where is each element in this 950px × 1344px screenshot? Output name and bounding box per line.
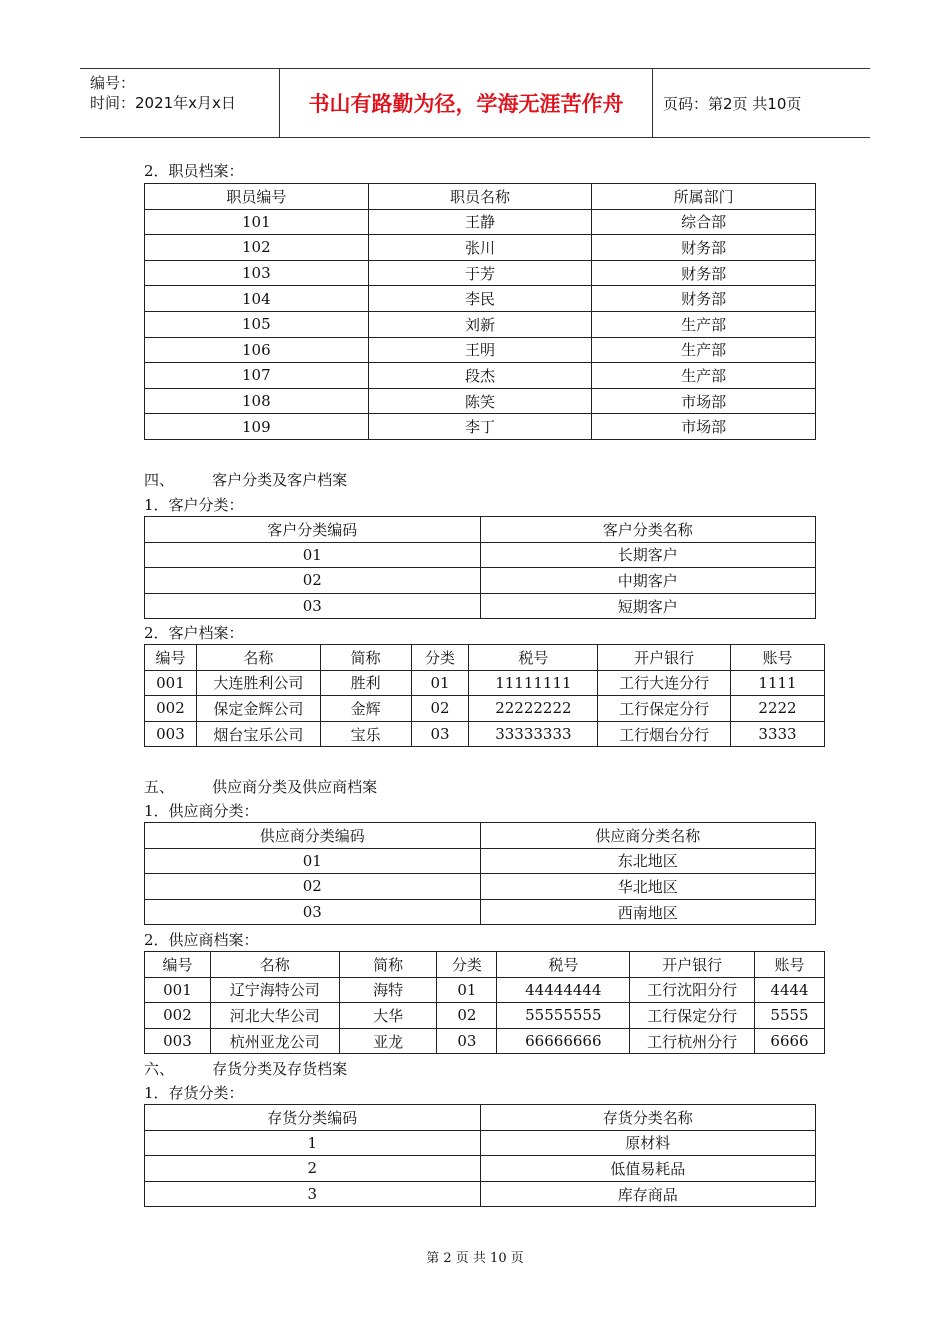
table-cell: 烟台宝乐公司 — [196, 721, 320, 747]
table-row — [145, 848, 816, 874]
table-cell: 01 — [145, 848, 481, 874]
customer-file-heading: 2．客户档案： — [144, 624, 244, 642]
table-cell: 工行保定分行 — [630, 1003, 755, 1029]
column-header: 职员名称 — [368, 184, 592, 210]
table-cell: 6666 — [755, 1028, 825, 1054]
table-cell: 01 — [437, 977, 497, 1003]
column-header: 开户银行 — [598, 645, 731, 671]
table-cell: 03 — [145, 593, 481, 619]
table-cell: 刘新 — [368, 311, 592, 337]
column-header: 所属部门 — [592, 184, 816, 210]
table-cell: 001 — [145, 670, 197, 696]
table-cell: 5555 — [755, 1003, 825, 1029]
column-header: 职员编号 — [145, 184, 369, 210]
table-row — [145, 542, 816, 568]
page-header — [80, 68, 870, 138]
table-row — [145, 388, 816, 414]
table-cell: 李民 — [368, 286, 592, 312]
table-cell: 03 — [437, 1028, 497, 1054]
table-header-row — [145, 645, 825, 671]
table-cell: 东北地区 — [480, 848, 816, 874]
table-cell: 105 — [145, 311, 369, 337]
column-header: 税号 — [469, 645, 598, 671]
table-row — [145, 363, 816, 389]
table-cell: 106 — [145, 337, 369, 363]
table-header-row — [145, 1105, 816, 1131]
section5-title: 五、 供应商分类及供应商档案 — [144, 778, 378, 796]
column-header: 名称 — [210, 952, 339, 978]
table-cell: 亚龙 — [339, 1028, 437, 1054]
table-cell: 3 — [145, 1181, 481, 1207]
table-cell: 02 — [145, 568, 481, 594]
table-cell: 市场部 — [592, 414, 816, 440]
table-cell: 02 — [145, 874, 481, 900]
table-cell: 工行杭州分行 — [630, 1028, 755, 1054]
table-row — [145, 874, 816, 900]
time-label: 时间：2021年x月x日 — [90, 94, 236, 112]
table-cell: 103 — [145, 260, 369, 286]
column-header: 账号 — [755, 952, 825, 978]
table-cell: 金辉 — [320, 696, 411, 722]
table-cell: 生产部 — [592, 337, 816, 363]
header-meta — [80, 69, 280, 137]
table-row — [145, 1028, 825, 1054]
column-header: 编号 — [145, 645, 197, 671]
table-cell: 低值易耗品 — [480, 1156, 816, 1182]
table-cell: 11111111 — [469, 670, 598, 696]
column-header: 客户分类名称 — [480, 517, 816, 543]
table-cell: 001 — [145, 977, 211, 1003]
table-cell: 工行大连分行 — [598, 670, 731, 696]
table-row — [145, 235, 816, 261]
table-row — [145, 209, 816, 235]
table-cell: 胜利 — [320, 670, 411, 696]
table-cell: 工行保定分行 — [598, 696, 731, 722]
employee-heading: 2．职员档案： — [144, 162, 244, 180]
table-cell: 109 — [145, 414, 369, 440]
table-cell: 22222222 — [469, 696, 598, 722]
table-cell: 大连胜利公司 — [196, 670, 320, 696]
column-header: 开户银行 — [630, 952, 755, 978]
table-cell: 3333 — [731, 721, 825, 747]
table-cell: 生产部 — [592, 363, 816, 389]
table-cell: 02 — [437, 1003, 497, 1029]
table-cell: 辽宁海特公司 — [210, 977, 339, 1003]
table-cell: 002 — [145, 696, 197, 722]
table-cell: 王静 — [368, 209, 592, 235]
table-cell: 杭州亚龙公司 — [210, 1028, 339, 1054]
table-cell: 002 — [145, 1003, 211, 1029]
table-row — [145, 721, 825, 747]
table-header-row — [145, 823, 816, 849]
table-cell: 4444 — [755, 977, 825, 1003]
table-cell: 中期客户 — [480, 568, 816, 594]
table-cell: 张川 — [368, 235, 592, 261]
column-header: 账号 — [731, 645, 825, 671]
table-row — [145, 977, 825, 1003]
table-row — [145, 593, 816, 619]
table-cell: 西南地区 — [480, 899, 816, 925]
table-cell: 短期客户 — [480, 593, 816, 619]
table-cell: 2222 — [731, 696, 825, 722]
column-header: 分类 — [437, 952, 497, 978]
table-cell: 李丁 — [368, 414, 592, 440]
column-header: 存货分类编码 — [145, 1105, 481, 1131]
table-cell: 生产部 — [592, 311, 816, 337]
code-label: 编号： — [90, 74, 136, 92]
table-cell: 陈笑 — [368, 388, 592, 414]
column-header: 税号 — [497, 952, 630, 978]
table-cell: 108 — [145, 388, 369, 414]
table-cell: 长期客户 — [480, 542, 816, 568]
table-cell: 库存商品 — [480, 1181, 816, 1207]
table-row — [145, 286, 816, 312]
table-row — [145, 311, 816, 337]
table-row — [145, 696, 825, 722]
table-cell: 2 — [145, 1156, 481, 1182]
table-cell: 03 — [411, 721, 469, 747]
column-header: 简称 — [320, 645, 411, 671]
table-cell: 宝乐 — [320, 721, 411, 747]
table-cell: 海特 — [339, 977, 437, 1003]
table-row — [145, 260, 816, 286]
supplier-class-heading: 1．供应商分类： — [144, 802, 259, 820]
table-cell: 段杰 — [368, 363, 592, 389]
table-cell: 01 — [145, 542, 481, 568]
inventory-class-table — [144, 1104, 816, 1207]
column-header: 简称 — [339, 952, 437, 978]
table-cell: 财务部 — [592, 286, 816, 312]
table-header-row — [145, 952, 825, 978]
section6-title: 六、 存货分类及存货档案 — [144, 1060, 348, 1078]
table-cell: 1111 — [731, 670, 825, 696]
header-motto: 书山有路勤为径，学海无涯苦作舟 — [280, 69, 653, 137]
table-header-row — [145, 184, 816, 210]
table-cell: 河北大华公司 — [210, 1003, 339, 1029]
table-cell: 003 — [145, 721, 197, 747]
column-header: 分类 — [411, 645, 469, 671]
table-cell: 财务部 — [592, 260, 816, 286]
table-row — [145, 568, 816, 594]
table-cell: 101 — [145, 209, 369, 235]
table-cell: 66666666 — [497, 1028, 630, 1054]
table-row — [145, 337, 816, 363]
table-row — [145, 899, 816, 925]
table-cell: 02 — [411, 696, 469, 722]
supplier-file-table — [144, 951, 825, 1054]
table-cell: 55555555 — [497, 1003, 630, 1029]
table-cell: 003 — [145, 1028, 211, 1054]
section4-title: 四、 客户分类及客户档案 — [144, 471, 348, 489]
table-cell: 市场部 — [592, 388, 816, 414]
table-cell: 1 — [145, 1130, 481, 1156]
column-header: 供应商分类编码 — [145, 823, 481, 849]
header-page-label: 页码：第2页 共10页 — [663, 94, 802, 113]
table-cell: 102 — [145, 235, 369, 261]
table-cell: 综合部 — [592, 209, 816, 235]
column-header: 供应商分类名称 — [480, 823, 816, 849]
table-row — [145, 670, 825, 696]
customer-class-heading: 1．客户分类： — [144, 496, 244, 514]
table-cell: 01 — [411, 670, 469, 696]
table-cell: 大华 — [339, 1003, 437, 1029]
table-cell: 财务部 — [592, 235, 816, 261]
table-cell: 03 — [145, 899, 481, 925]
table-cell: 原材料 — [480, 1130, 816, 1156]
table-cell: 107 — [145, 363, 369, 389]
table-cell: 华北地区 — [480, 874, 816, 900]
table-row — [145, 1130, 816, 1156]
table-cell: 33333333 — [469, 721, 598, 747]
table-row — [145, 1156, 816, 1182]
page-footer: 第 2 页 共 10 页 — [426, 1251, 524, 1266]
table-cell: 工行沈阳分行 — [630, 977, 755, 1003]
inventory-class-heading: 1．存货分类： — [144, 1084, 244, 1102]
table-cell: 工行烟台分行 — [598, 721, 731, 747]
column-header: 客户分类编码 — [145, 517, 481, 543]
employee-table — [144, 183, 816, 440]
table-cell: 保定金辉公司 — [196, 696, 320, 722]
table-cell: 于芳 — [368, 260, 592, 286]
supplier-file-heading: 2．供应商档案： — [144, 931, 259, 949]
column-header: 编号 — [145, 952, 211, 978]
customer-class-table — [144, 516, 816, 619]
table-cell: 44444444 — [497, 977, 630, 1003]
column-header: 名称 — [196, 645, 320, 671]
table-row — [145, 1181, 816, 1207]
table-cell: 王明 — [368, 337, 592, 363]
table-header-row — [145, 517, 816, 543]
supplier-class-table — [144, 822, 816, 925]
table-cell: 104 — [145, 286, 369, 312]
table-row — [145, 414, 816, 440]
table-row — [145, 1003, 825, 1029]
customer-file-table — [144, 644, 825, 747]
column-header: 存货分类名称 — [480, 1105, 816, 1131]
